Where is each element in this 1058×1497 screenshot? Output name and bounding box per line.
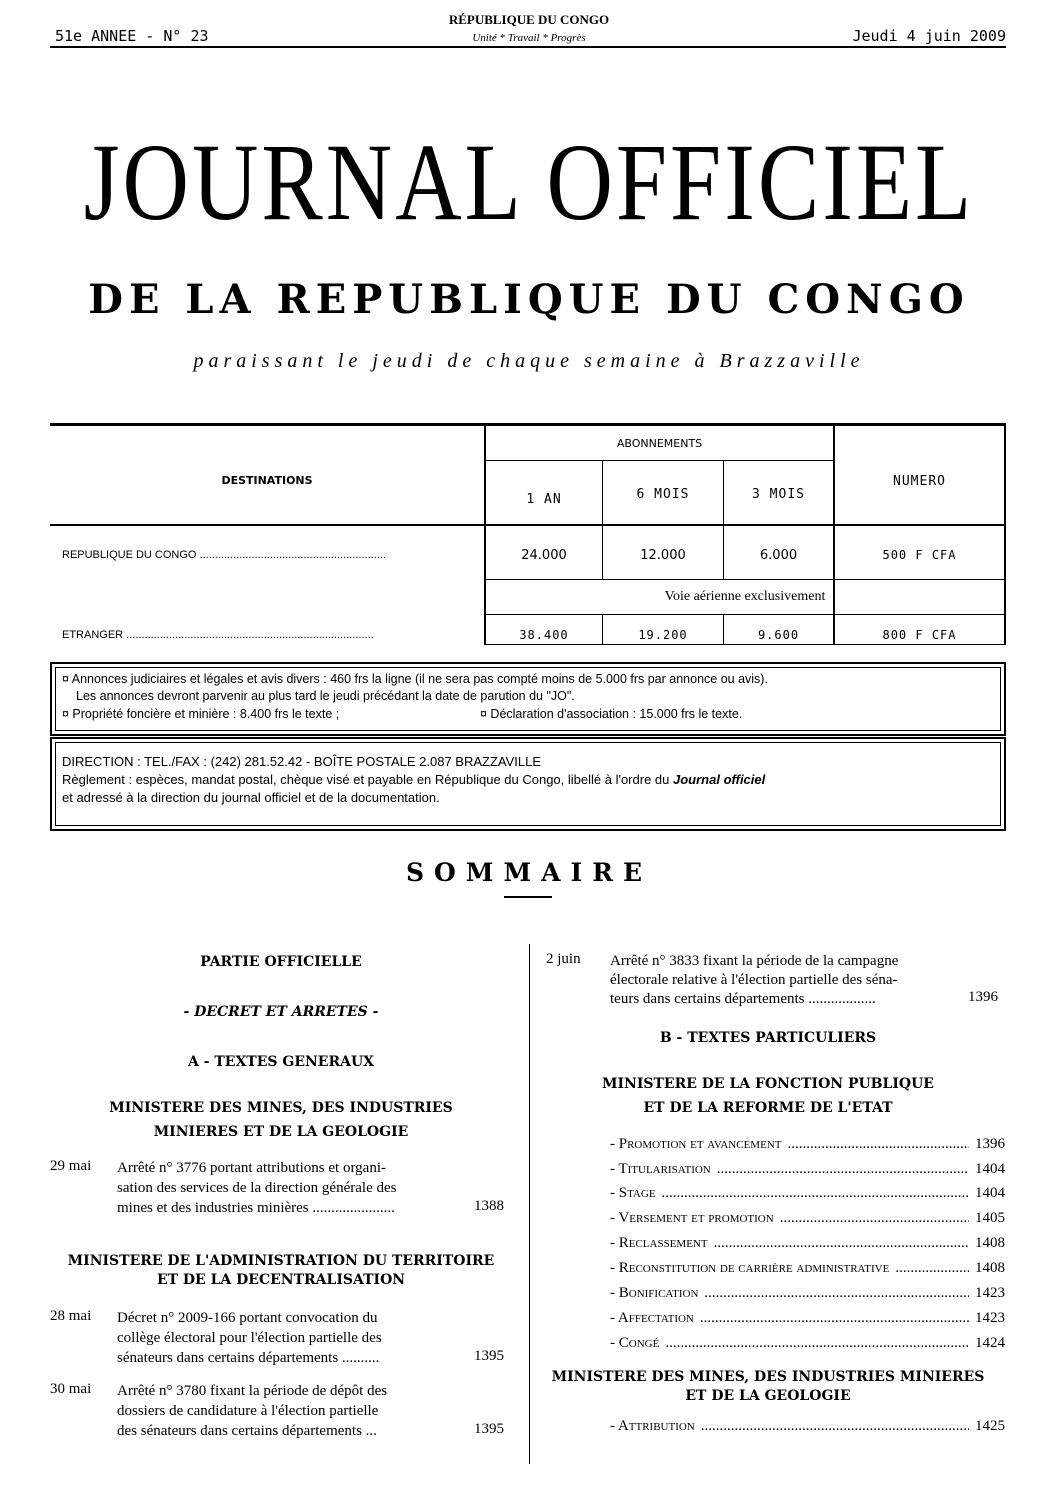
price-etranger-numero: 800 F CFA [882, 628, 957, 642]
ministry-admin-heading-1: MINISTERE DE L'ADMINISTRATION DU TERRITOIRE [67, 1253, 495, 1269]
entry-line: teurs dans certains départements .................. [610, 991, 876, 1007]
col-1-an: 1 AN [526, 492, 562, 507]
entry-date: 29 mai [50, 1158, 92, 1174]
toc-item: - Reclassement ..... 1408 [610, 1235, 1005, 1252]
partie-officielle-heading: PARTIE OFFICIELLE [200, 954, 362, 970]
journal-tagline: paraissant le jeudi de chaque semaine à Brazzaville [193, 350, 865, 372]
notice-line-1: ¤ Annonces judiciaires et légales et avis divers : 460 frs la ligne (il ne sera pas compté moins de 5.000 frs par annonce ou avis). [62, 672, 768, 686]
entry-line: Arrêté n° 3780 fixant la période de dépôt des [117, 1383, 388, 1399]
notice-line-3b: ¤ Déclaration d'association : 15.000 frs le texte. [480, 707, 743, 721]
ministry-fp-heading-2: ET DE LA REFORME DE L'ETAT [643, 1100, 893, 1116]
col-6-mois: 6 MOIS [636, 487, 690, 502]
price-congo-numero: 500 F CFA [882, 548, 957, 562]
entry-line: mines et des industries minières ...................... [117, 1200, 395, 1216]
national-motto: Unité * Travail * Progrès [472, 32, 586, 44]
entry-line: Décret n° 2009-166 portant convocation du [117, 1310, 378, 1326]
entry-page: 1395 [474, 1348, 504, 1364]
toc-item: - Promotion et avancement ..... 1396 [610, 1136, 1005, 1153]
price-etranger-6mois: 19.200 [638, 628, 688, 642]
textes-particuliers-heading: B - TEXTES PARTICULIERS [659, 1030, 877, 1046]
ministry-mines2-heading-2: ET DE LA GEOLOGIE [685, 1388, 851, 1404]
ministry-mines2-heading-1: MINISTERE DES MINES, DES INDUSTRIES MINIERES [551, 1369, 985, 1385]
air-note: Voie aérienne exclusivement [664, 589, 826, 604]
issue-number: 51e ANNEE - N° 23 [55, 27, 209, 45]
entry-page: 1396 [968, 989, 998, 1005]
price-congo-3mois: 6.000 [759, 548, 798, 563]
ministry-admin-heading-2: ET DE LA DECENTRALISATION [156, 1272, 406, 1288]
price-etranger-1an: 38.400 [519, 628, 569, 642]
republic-name: RÉPUBLIQUE DU CONGO [448, 12, 610, 27]
entry-line: collège électoral pour l'élection partielle des [117, 1330, 382, 1346]
entry-line: dossiers de candidature à l'élection partielle [117, 1403, 379, 1419]
price-etranger-3mois: 9.600 [757, 628, 800, 642]
journal-subtitle: DE LA REPUBLIQUE DU CONGO [88, 276, 970, 323]
toc-item: - Stage ..... 1404 [610, 1185, 1005, 1202]
entry-line: sation des services de la direction générale des [117, 1180, 397, 1196]
entry-line: des sénateurs dans certains départements ... [117, 1423, 377, 1439]
toc-item: - Titularisation ..... 1404 [610, 1161, 1005, 1178]
issue-date: Jeudi 4 juin 2009 [852, 27, 1006, 45]
sommaire-title: SOMMAIRE [405, 858, 653, 887]
header-rule [50, 46, 1006, 48]
destinations-header: DESTINATIONS [221, 474, 313, 487]
entry-line: électorale relative à l'élection partielle des séna- [610, 972, 898, 988]
price-congo-1an: 24.000 [521, 548, 567, 563]
notice-line-3a: ¤ Propriété foncière et minière : 8.400 frs le texte ; [62, 707, 340, 721]
ministry-mines-heading-1: MINISTERE DES MINES, DES INDUSTRIES [109, 1100, 453, 1116]
notices-box [50, 662, 1006, 736]
price-congo-6mois: 12.000 [640, 548, 686, 563]
dest-etranger: ETRANGER ................................................................................. [62, 629, 374, 641]
col-3-mois: 3 MOIS [752, 487, 805, 502]
dest-congo: REPUBLIQUE DU CONGO ............................................................. [62, 549, 386, 561]
direction-line-2b: Journal officiel [673, 772, 766, 787]
entry-line: Arrêté n° 3776 portant attributions et organi- [117, 1160, 386, 1176]
entry-line: sénateurs dans certains départements .......... [117, 1350, 380, 1366]
entry-date: 2 juin [546, 951, 581, 967]
toc-item: - Bonification ..... 1423 [610, 1285, 1005, 1302]
notice-line-2: Les annonces devront parvenir au plus tard le jeudi précédant la date de parution du "JO". [76, 689, 575, 703]
toc-item: - Affectation ..... 1423 [610, 1310, 1005, 1327]
journal-title: JOURNAL OFFICIEL [83, 120, 975, 243]
numero-header: NUMERO [893, 474, 946, 489]
direction-line-2 [62, 771, 996, 788]
direction-box [50, 737, 1006, 831]
sommaire-rule [504, 896, 552, 898]
ministry-fp-heading-1: MINISTERE DE LA FONCTION PUBLIQUE [602, 1076, 934, 1092]
textes-generaux-heading: A - TEXTES GENERAUX [187, 1054, 375, 1070]
decret-heading: - DECRET ET ARRETES - [183, 1004, 379, 1020]
toc-item: - Reconstitution de carrière administrative ..... 1408 [610, 1260, 1005, 1277]
toc-item-attribution: - Attribution ..... 1425 [610, 1418, 1005, 1435]
abonnements-header: ABONNEMENTS [616, 437, 703, 450]
entry-date: 28 mai [50, 1308, 92, 1324]
entry-page: 1388 [474, 1198, 504, 1214]
entry-date: 30 mai [50, 1381, 92, 1397]
entry-page: 1395 [474, 1421, 504, 1437]
direction-line-1: DIRECTION : TEL./FAX : (242) 281.52.42 - BOÎTE POSTALE 2.087 BRAZZAVILLE [62, 754, 542, 769]
direction-line-2a: Règlement : espèces, mandat postal, chèque visé et payable en République du Congo, libellé à l'ordre du [62, 772, 670, 787]
toc-item: - Congé ..... 1424 [610, 1335, 1005, 1352]
ministry-mines-heading-2: MINIERES ET DE LA GEOLOGIE [153, 1124, 409, 1140]
entry-line: Arrêté n° 3833 fixant la période de la campagne [610, 953, 899, 969]
toc-item: - Versement et promotion ..... 1405 [610, 1210, 1005, 1227]
direction-line-3: et adressé à la direction du journal officiel et de la documentation. [62, 790, 440, 805]
